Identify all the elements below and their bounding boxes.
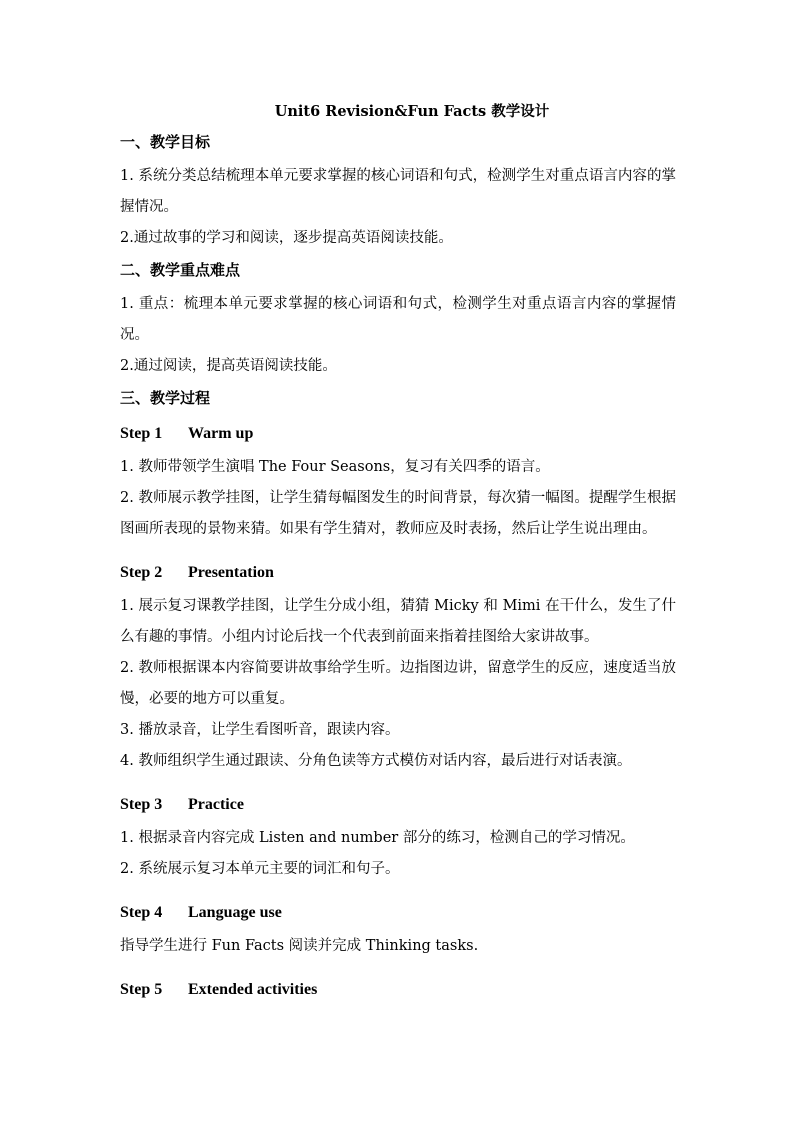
paragraph: 1. 重点：梳理本单元要求掌握的核心词语和句式，检测学生对重点语言内容的掌握情况。 [120,296,676,343]
paragraph: 2.通过故事的学习和阅读，逐步提高英语阅读技能。 [120,230,453,246]
paragraph: 4. 教师组织学生通过跟读、分角色读等方式模仿对话内容，最后进行对话表演。 [120,753,632,769]
section-heading: 三、教学过程 [120,389,211,407]
paragraph: 2. 教师展示教学挂图，让学生猜每幅图发生的时间背景，每次猜一幅图。提醒学生根据图画所表现的景物来猜。如果有学生猜对，教师应及时表扬，然后让学生说出理由。 [120,490,676,537]
step-number: Step 1 [120,425,163,442]
paragraph: 2. 系统展示复习本单元主要的词汇和句子。 [120,861,400,877]
step-title: Language use [188,904,282,921]
step-2 [120,561,676,777]
paragraph: 3. 播放录音，让学生看图听音，跟读内容。 [120,722,400,738]
section-heading: 一、教学目标 [120,133,211,151]
step-title: Presentation [188,564,274,581]
step-5 [120,978,676,1002]
paragraph: 1. 系统分类总结梳理本单元要求掌握的核心词语和句式，检测学生对重点语言内容的掌握情况。 [120,168,676,215]
section-teaching-objectives [120,130,676,254]
step-number: Step 4 [120,904,163,921]
document-title: Unit6 Revision&Fun Facts 教学设计 [274,103,550,120]
step-3 [120,793,676,885]
section-teaching-process [120,386,676,410]
step-4 [120,901,676,962]
step-title: Extended activities [188,981,318,998]
paragraph: 1. 教师带领学生演唱 The Four Seasons，复习有关四季的语言。 [120,459,550,475]
step-number: Step 2 [120,564,163,581]
step-heading [120,561,676,585]
section-heading: 二、教学重点难点 [120,261,241,279]
step-heading [120,422,676,446]
paragraph: 1. 展示复习课教学挂图，让学生分成小组，猜猜 Micky 和 Mimi 在干什么，发生了什么有趣的事情。小组内讨论后找一个代表到前面来指着挂图给大家讲故事。 [120,598,676,645]
paragraph: 2.通过阅读，提高英语阅读技能。 [120,358,337,374]
step-heading [120,901,676,925]
section-key-points [120,258,676,382]
step-title: Warm up [188,425,254,442]
document-page [120,100,676,1008]
paragraph: 2. 教师根据课本内容简要讲故事给学生听。边指图边讲，留意学生的反应，速度适当放慢，必要的地方可以重复。 [120,660,676,707]
step-number: Step 5 [120,981,163,998]
step-heading [120,793,676,817]
step-title: Practice [188,796,244,813]
step-heading [120,978,676,1002]
paragraph: 1. 根据录音内容完成 Listen and number 部分的练习，检测自己的学习情况。 [120,830,635,846]
paragraph: 指导学生进行 Fun Facts 阅读并完成 Thinking tasks. [120,938,479,954]
step-number: Step 3 [120,796,163,813]
step-1 [120,422,676,545]
